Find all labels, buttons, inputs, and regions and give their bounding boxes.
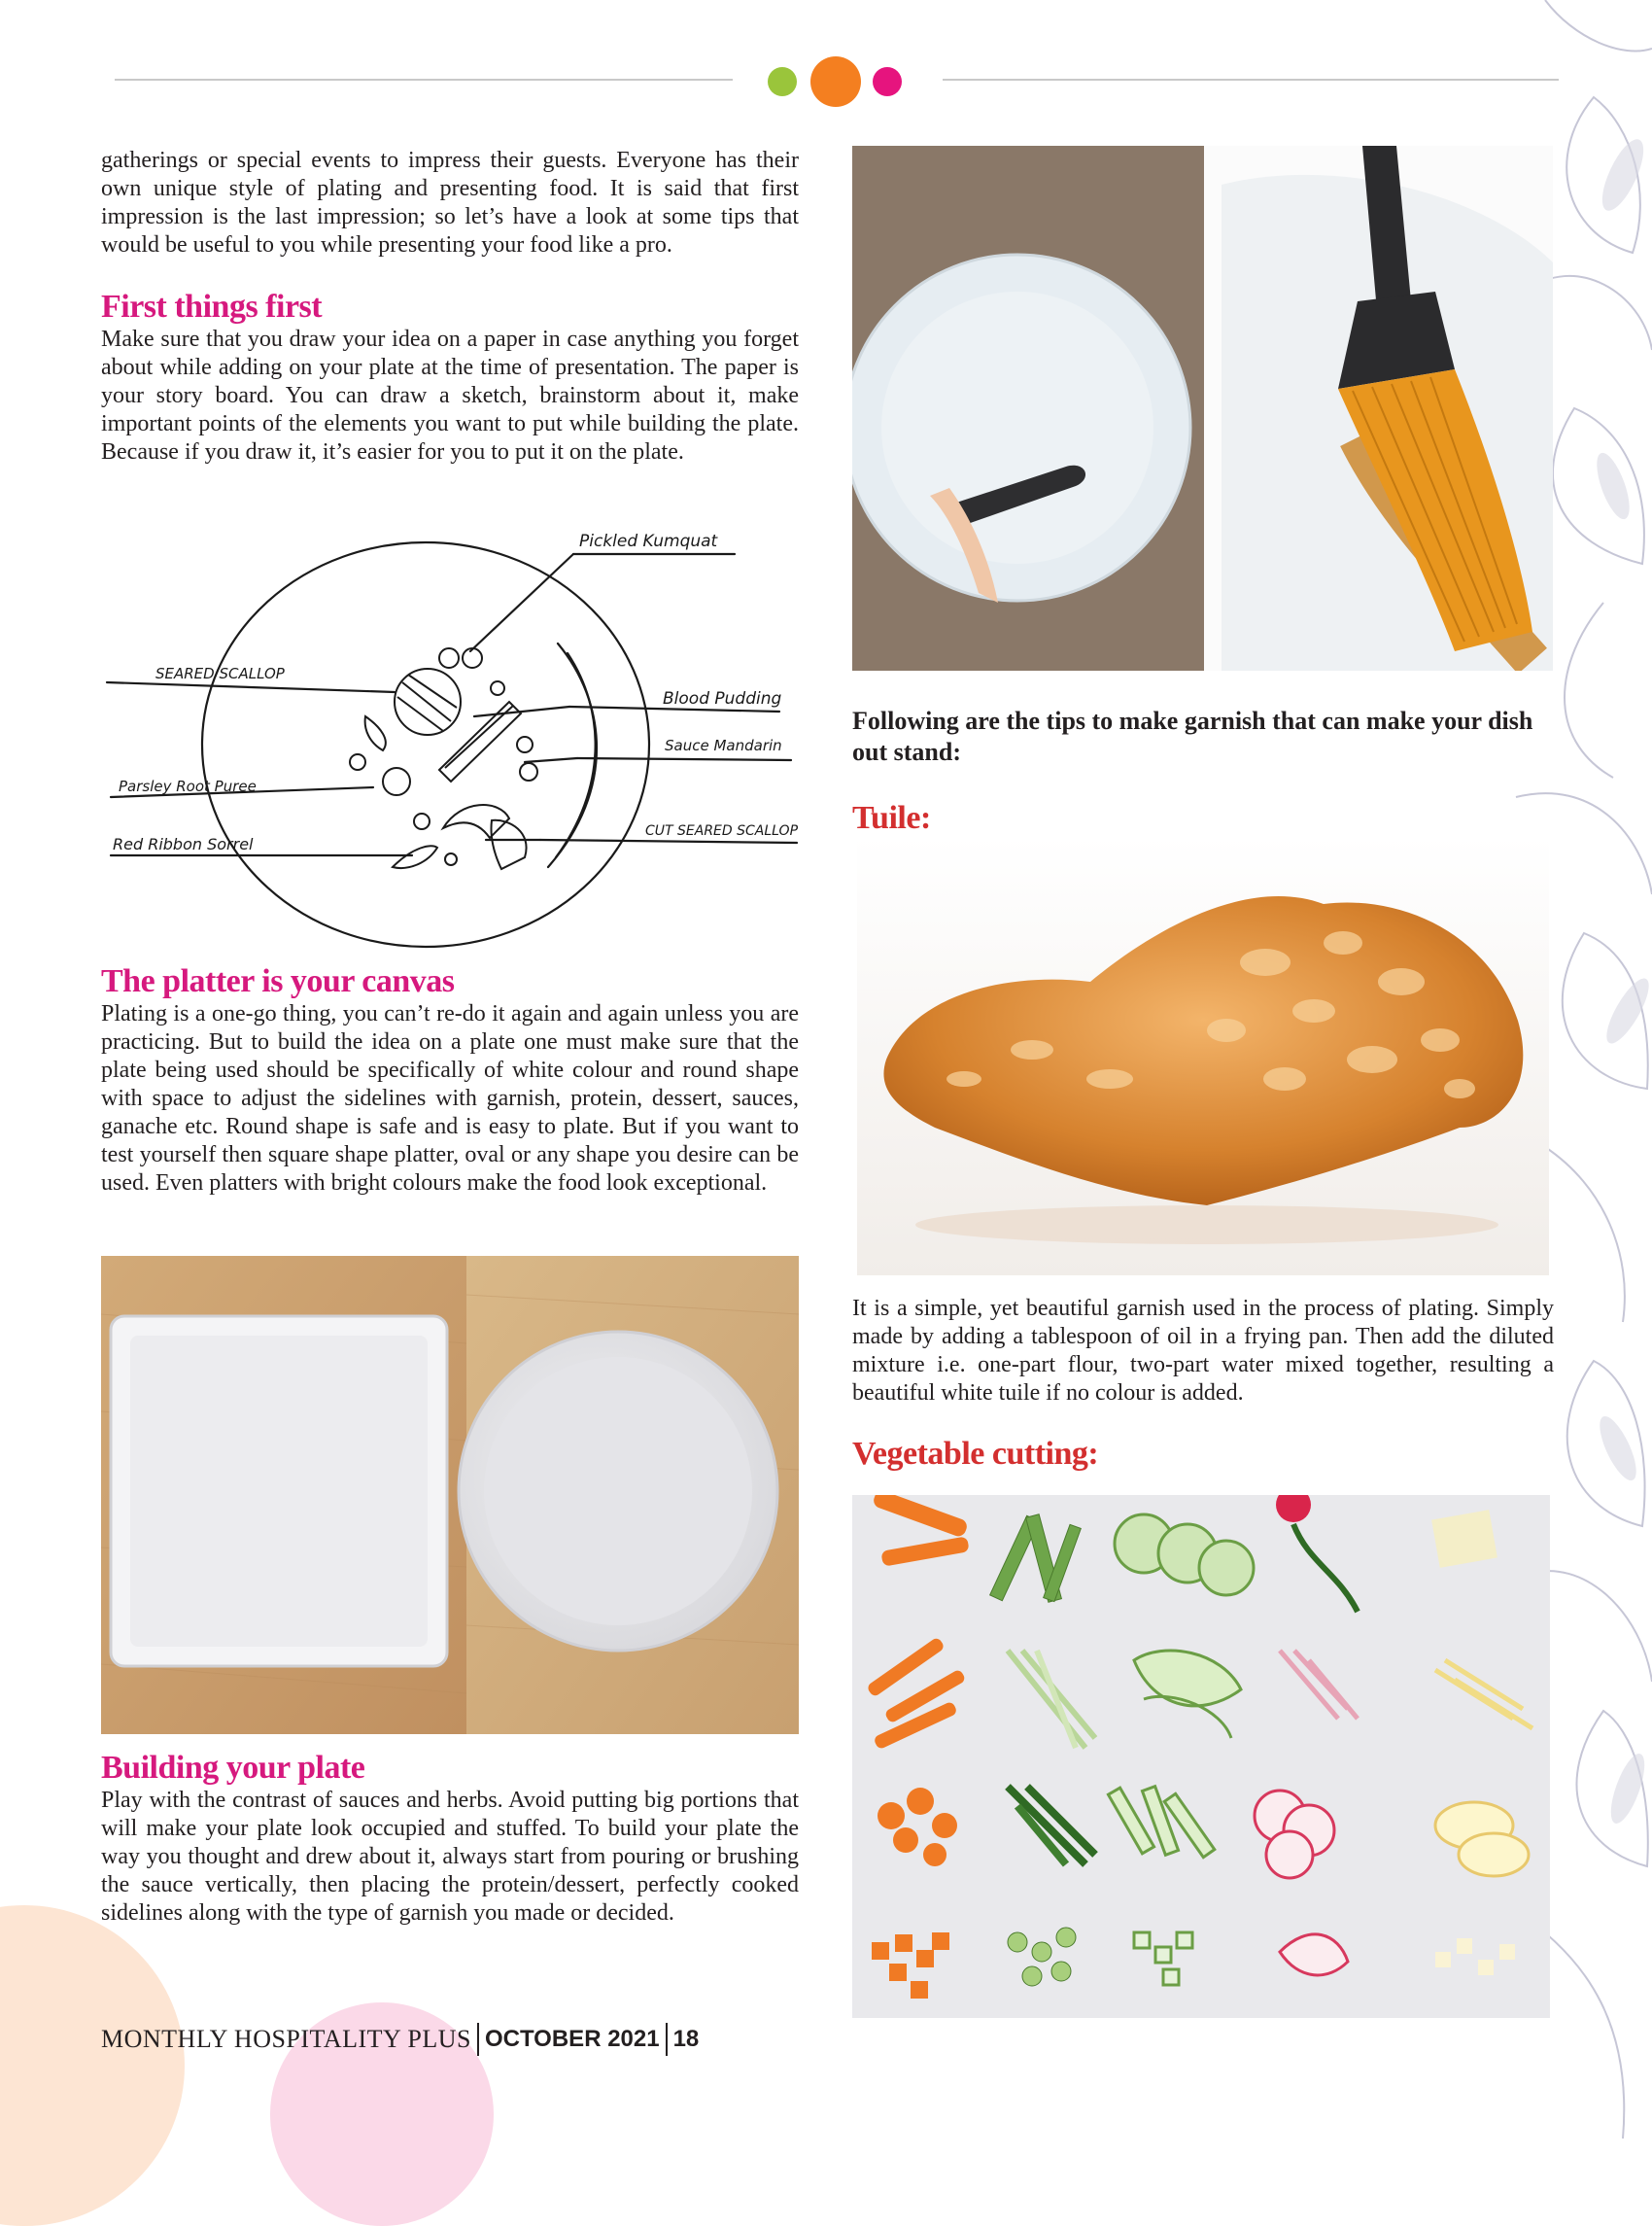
header-dot-pink (873, 67, 902, 96)
tuile-heading: Tuile: (852, 800, 931, 836)
tuile-paragraph (852, 1295, 1554, 1408)
header-rule-left (115, 79, 733, 81)
sketch-label-ribbon: Red Ribbon Sorrel (113, 835, 254, 853)
section-platter-canvas (101, 963, 799, 1198)
section-heading: The platter is your canvas (101, 963, 455, 999)
sketch-label-cut: CUT SEARED SCALLOP (645, 823, 799, 839)
page-number: 18 (672, 2026, 700, 2052)
footer-separator (477, 2023, 479, 2056)
sketch-label-pickled: Pickled Kumquat (579, 532, 718, 551)
veg-heading: Vegetable cutting: (852, 1436, 1099, 1472)
plate-sketch-figure (101, 507, 807, 951)
sketch-label-sauce: Sauce Mandarin (665, 737, 782, 754)
magazine-name: MONTHLY HOSPITALITY PLUS (101, 2025, 471, 2053)
tuile-heading-block (852, 800, 1554, 837)
intro-paragraph (101, 147, 799, 260)
tuile-photo (857, 836, 1549, 1275)
sketch-label-parsley: Parsley Root Puree (119, 778, 257, 795)
footer-separator (666, 2023, 668, 2056)
sketch-label-blood: Blood Pudding (663, 689, 782, 709)
brush-image (852, 146, 1553, 671)
vegetable-image (852, 1495, 1550, 2018)
tuile-image (857, 836, 1549, 1275)
section-heading: Building your plate (101, 1750, 365, 1786)
plates-image (101, 1256, 799, 1734)
garnish-lead-text (852, 706, 1554, 768)
section-text: Play with the contrast of sauces and herbs. Avoid putting big portions that will make your plate look occupied and stuffed. To build your plate the way you thought and drew about it, always start from pouring or brushing the sauce vertically, then placing the protein/dessert, perfectly cooked sidelines along with the type of garnish you made or decided. (101, 1788, 799, 1926)
header-rule-right (943, 79, 1559, 81)
issue-date: OCTOBER 2021 (484, 2026, 660, 2052)
header-dot-green (768, 67, 797, 96)
sketch-label-seared: SEARED SCALLOP (155, 665, 285, 682)
page-footer (101, 2023, 699, 2056)
lead-text: Following are the tips to make garnish that can make your dish out stand: (852, 707, 1533, 766)
plate-sketch-drawing (101, 507, 807, 951)
brush-photo (852, 146, 1553, 671)
veg-heading-block (852, 1436, 1554, 1473)
tuile-text: It is a simple, yet beautiful garnish used in the process of plating. Simply made by adding a tablespoon of oil in a frying pan. Then add the diluted mixture i.e. one-part flour, two-part water mixed together, resulting a beautiful white tuile if no colour is added. (852, 1296, 1554, 1406)
section-text: Plating is a one-go thing, you can’t re-do it again and again unless you are practicing. But to build the idea on a plate one must make sure that the plate being used should be specifically of white colour and round shape with space to adjust the sidelines with garnish, protein, dessert, sauces, ganache etc. Round shape is safe and is easy to plate. But if you want to test yourself then square shape platter, oval or any shape you desire can be used. Even platters with bright colours make the food look exceptional. (101, 1001, 799, 1196)
header-dot-orange (810, 56, 861, 107)
section-building-plate (101, 1750, 799, 1928)
section-first-things (101, 289, 799, 467)
section-heading: First things first (101, 289, 323, 325)
section-text: Make sure that you draw your idea on a paper in case anything you forget about while adding on your plate at the time of presentation. The paper is your story board. You can draw a sketch, brainstorm about it, make important points of the elements you want to put while building the plate. Because if you draw it, it’s easier for you to put it on the plate. (101, 327, 799, 465)
intro-text: gatherings or special events to impress their guests. Everyone has their own unique style of plating and presenting food. It is said that first impression is the last impression; so let’s have a look at some tips that would be useful to you while presenting your food like a pro. (101, 148, 799, 258)
corner-peach-circle (0, 1905, 185, 2226)
plates-photo (101, 1256, 799, 1734)
vegetable-cutting-photo (852, 1495, 1550, 2018)
